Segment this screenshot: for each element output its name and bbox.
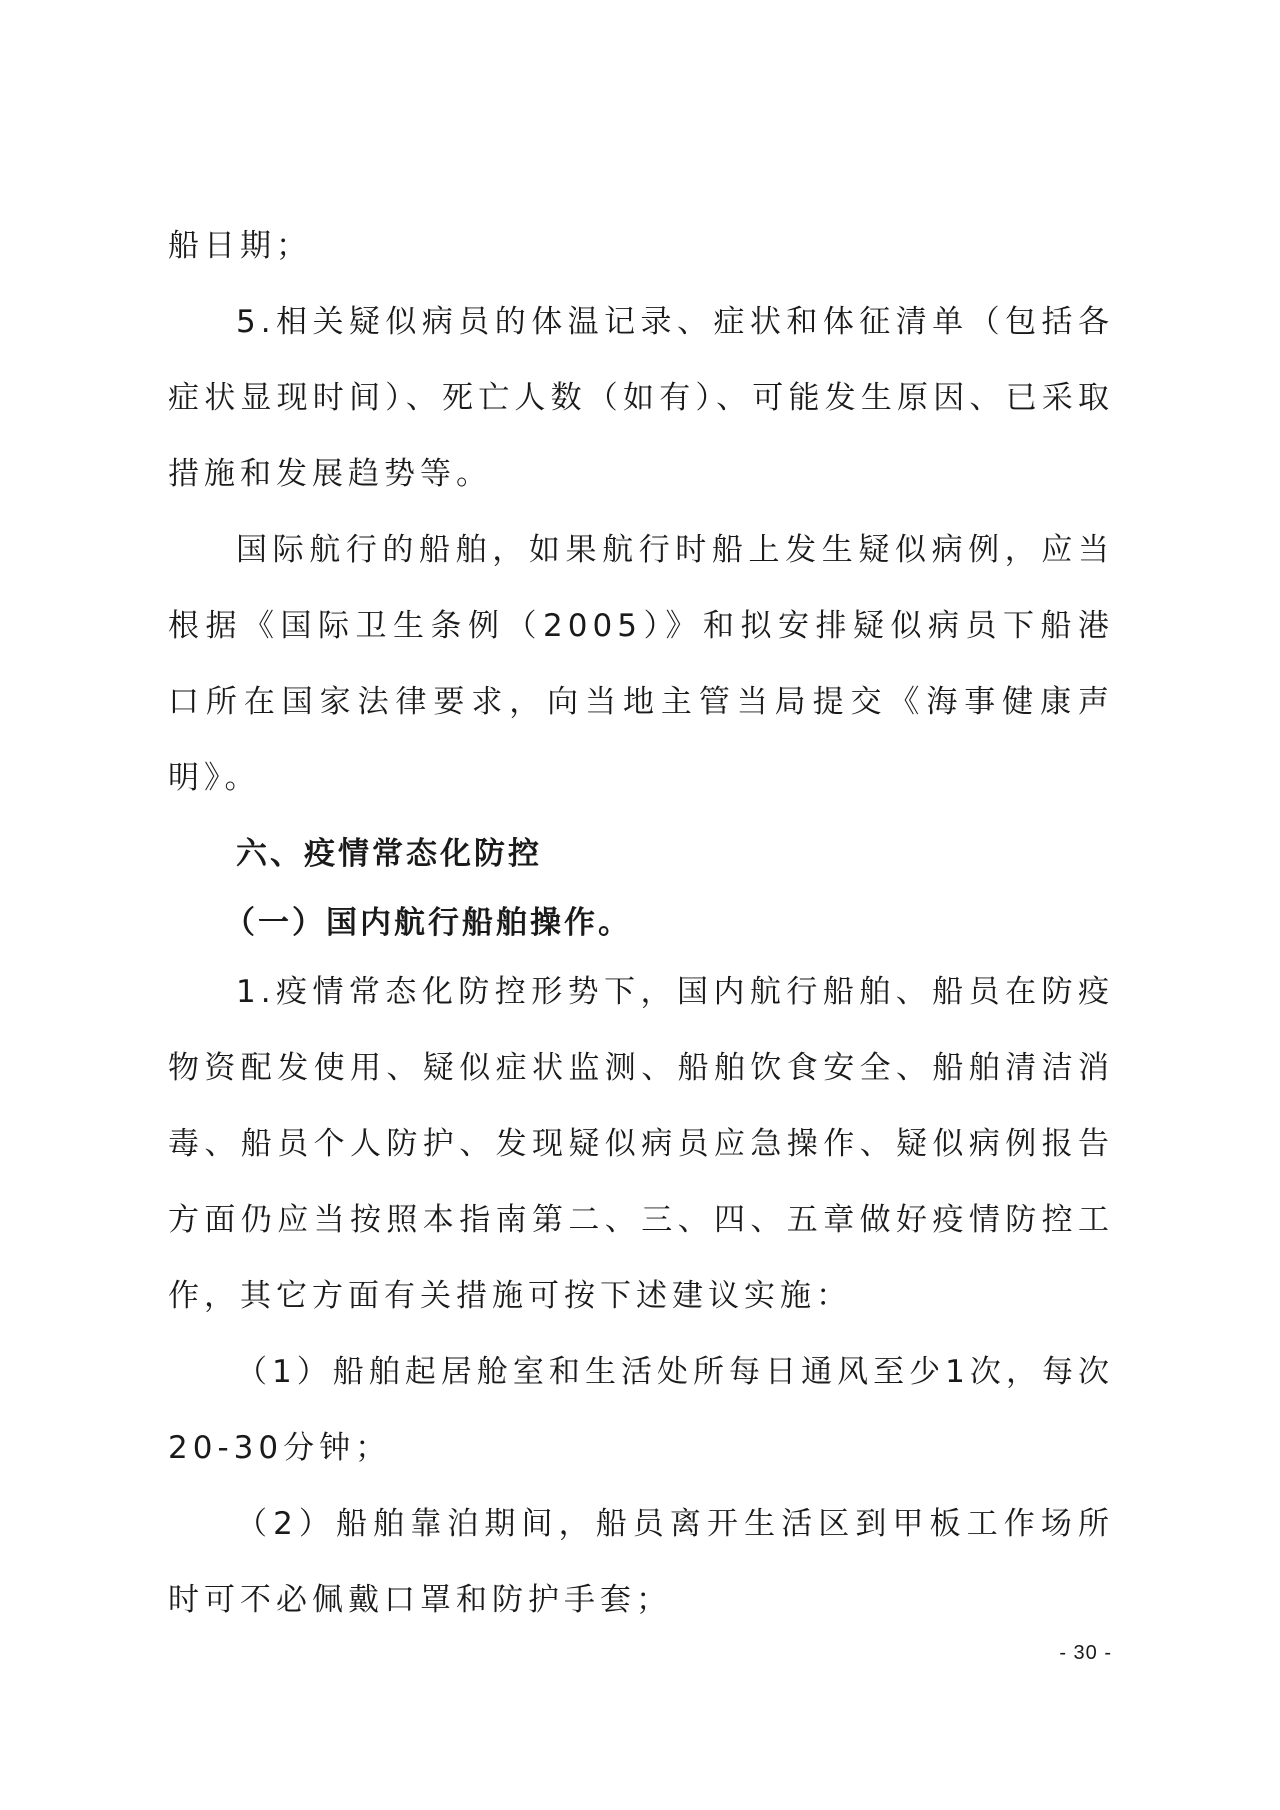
body-text bbox=[168, 208, 1114, 1638]
paragraph-continuation: 船日期； bbox=[168, 228, 312, 264]
subsection-heading: （一）国内航行船舶操作。 bbox=[224, 905, 632, 941]
paragraph-ventilation: （1）船舶起居舱室和生活处所每日通风至少1次，每次20-30分钟； bbox=[168, 1354, 1114, 1466]
paragraph-item-1: 1.疫情常态化防控形势下，国内航行船舶、船员在防疫物资配发使用、疑似症状监测、船舶饮食安全、船舶清洁消毒、船员个人防护、发现疑似病员应急操作、疑似病例报告方面仍应当按照本指南第二、三、四、五章做好疫情防控工作，其它方面有关措施可按下述建议实施： bbox=[168, 974, 1114, 1314]
paragraph-item-5: 5.相关疑似病员的体温记录、症状和体征清单（包括各症状显现时间）、死亡人数（如有）、可能发生原因、已采取措施和发展趋势等。 bbox=[168, 304, 1114, 492]
paragraph-berthing: （2）船舶靠泊期间，船员离开生活区到甲板工作场所时可不必佩戴口罩和防护手套； bbox=[168, 1506, 1114, 1618]
paragraph-international-ships: 国际航行的船舶，如果航行时船上发生疑似病例，应当根据《国际卫生条例（2005）》和拟安排疑似病员下船港口所在国家法律要求，向当地主管当局提交《海事健康声明》。 bbox=[168, 532, 1114, 796]
section-heading: 六、疫情常态化防控 bbox=[236, 836, 542, 872]
page-number: - 30 - bbox=[1059, 1642, 1112, 1664]
